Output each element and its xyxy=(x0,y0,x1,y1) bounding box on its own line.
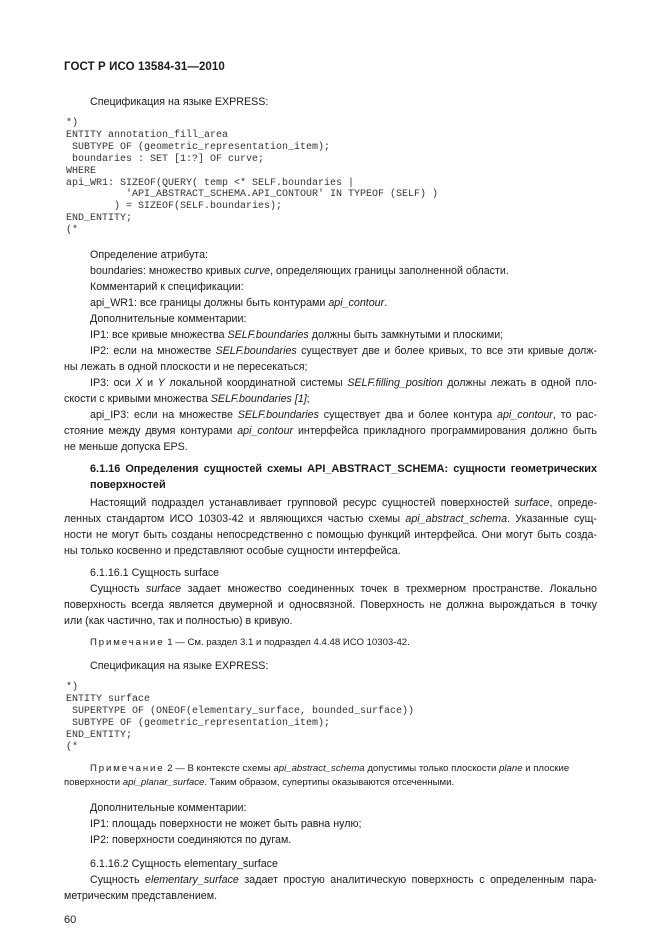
ip2-surface-comment: IP2: поверхности соединяются по дугам. xyxy=(90,834,292,846)
section-6-1-16-2-heading: 6.1.16.2 Сущность elementary_surface xyxy=(90,858,278,870)
surface-intro-line4: ны только косвенно и представляют особые сущности интерфейса. xyxy=(64,545,401,557)
surface-intro-line3: ности не могут быть созданы непосредственно с помощью функций интерфейса. Они могут быть созда- xyxy=(64,529,597,541)
document-header: ГОСТ Р ИСО 13584-31—2010 xyxy=(64,61,225,73)
api-ip3-line3: не меньше допуска EPS. xyxy=(64,441,188,453)
section-6-1-16-1-heading: 6.1.16.1 Сущность surface xyxy=(90,567,220,579)
attribute-definition-label: Определение атрибута: xyxy=(90,249,208,261)
surface-definition-line3: или (как частично, так и полностью) в кривую. xyxy=(64,615,293,627)
elementary-surface-line2: метрическим представлением. xyxy=(64,890,218,902)
section-6-1-16-heading-line2: поверхностей xyxy=(90,479,166,491)
express-code-surface: *) ENTITY surface SUPERTYPE OF (ONEOF(elementary_surface, bounded_surface)) SUBTYPE OF (geometric_representation_item); END_ENTITY; (* xyxy=(66,682,415,753)
ip1-comment: IP1: все кривые множества SELF.boundaries должны быть замкнутыми и плоскими; xyxy=(90,329,504,341)
note-2-line2: поверхности api_planar_surface. Таким образом, супертипы оказываются отсеченными. xyxy=(64,777,455,788)
surface-intro-line2: ленных стандартом ИСО 10303-42 и являющихся частью схемы api_abstract_schema. Указанные сущ- xyxy=(64,513,597,525)
spec-intro-2: Спецификация на языке EXPRESS: xyxy=(90,660,269,672)
ip3-comment-line2: скости с кривыми множества SELF.boundaries [1]; xyxy=(64,393,310,405)
spec-intro: Спецификация на языке EXPRESS: xyxy=(90,96,269,108)
ip3-comment-line1: IP3: оси X и Y локальной координатной системы SELF.filling_position должны лежать в одной пло- xyxy=(90,377,597,389)
api-wr1-comment: api_WR1: все границы должны быть контурами api_contour. xyxy=(90,297,388,309)
express-code-annotation-fill-area: *) ENTITY annotation_fill_area SUBTYPE OF (geometric_representation_item); boundaries : SET [1:?] OF curve; WHERE api_WR1: SIZEOF(QUERY( temp <* SELF.boundaries | 'API_ABSTRACT_SCHEMA.API_CONTOUR' IN TYPEOF (SELF) ) ) = SIZEOF(SELF.boundaries); END_ENTITY; (* xyxy=(66,118,439,237)
spec-comment-label: Комментарий к спецификации: xyxy=(90,281,244,293)
section-6-1-16-heading-line1: 6.1.16 Определения сущностей схемы API_ABSTRACT_SCHEMA: сущности геометрических xyxy=(90,463,597,475)
page-number: 60 xyxy=(64,914,77,926)
elementary-surface-line1: Сущность elementary_surface задает простую аналитическую поверхность с определенным пара- xyxy=(90,874,597,886)
note-2-line1: Примечание 2 — В контексте схемы api_abstract_schema допустимы только плоскости plane и плоские xyxy=(90,763,570,774)
additional-comments-label-2: Дополнительные комментарии: xyxy=(90,802,247,814)
api-ip3-line1: api_IP3: если на множестве SELF.boundaries существует два и более контура api_contour, то рас- xyxy=(90,409,597,421)
ip2-comment-line1: IP2: если на множестве SELF.boundaries существует две и более кривых, то все эти кривые долж- xyxy=(90,345,597,357)
surface-definition-line2: поверхность всегда является двумерной и односвязной. Поверхность не должна вырождаться в точку xyxy=(64,599,597,611)
boundaries-definition: boundaries: множество кривых curve, определяющих границы заполненной области. xyxy=(90,265,509,277)
ip1-surface-comment: IP1: площадь поверхности не может быть равна нулю; xyxy=(90,818,362,830)
ip2-comment-line2: ны лежать в одной плоскости и не пересекаться; xyxy=(64,361,308,373)
api-ip3-line2: стояние между двумя контурами api_contour интерфейса прикладного программирования должно быть xyxy=(64,425,597,437)
surface-intro-line1: Настоящий подраздел устанавливает групповой ресурс сущностей поверхностей surface, опреде- xyxy=(90,497,597,509)
surface-definition-line1: Сущность surface задает множество соединенных точек в трехмерном пространстве. Локально xyxy=(90,583,597,595)
note-1: Примечание 1 — См. раздел 3.1 и подраздел 4.4.48 ИСО 10303-42. xyxy=(90,637,410,648)
additional-comments-label: Дополнительные комментарии: xyxy=(90,313,247,325)
